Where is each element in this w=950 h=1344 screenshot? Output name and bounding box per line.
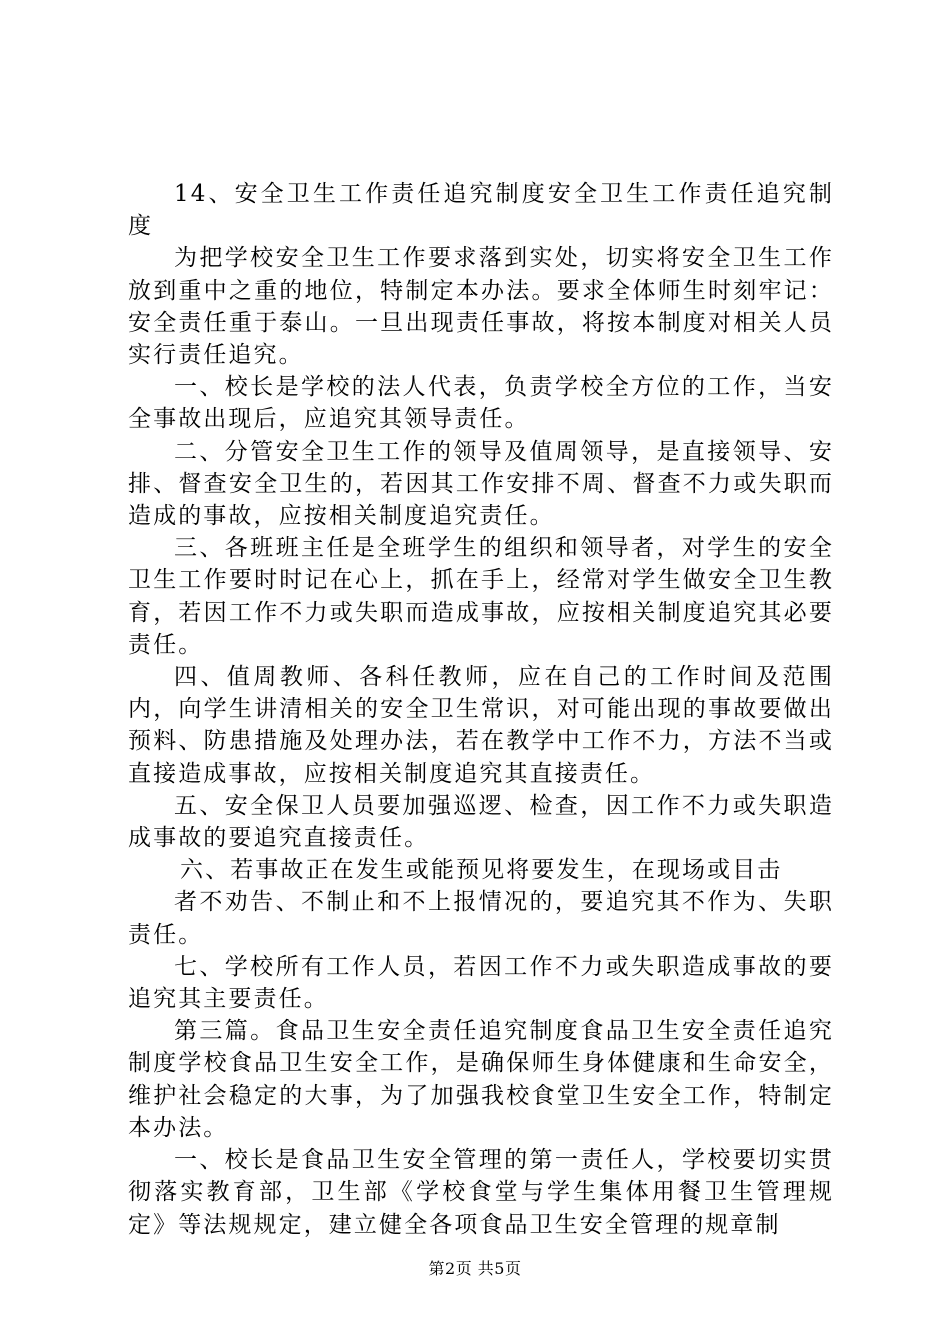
- paragraph-part-3: 第三篇。食品卫生安全责任追究制度食品卫生安全责任追究制度学校食品卫生安全工作，是确保师生身体健康和生命安全，维护社会稳定的大事，为了加强我校食堂卫生安全工作，特制定本办法。: [128, 1018, 834, 1141]
- paragraph-part-3-item-1: 一、校长是食品卫生安全管理的第一责任人，学校要切实贯彻落实教育部，卫生部《学校食堂与学生集体用餐卫生管理规定》等法规规定，建立健全各项食品卫生安全管理的规章制: [128, 1147, 834, 1238]
- paragraph-item-1: 一、校长是学校的法人代表，负责学校全方位的工作，当安全事故出现后，应追究其领导责任。: [128, 374, 834, 433]
- document-body: [128, 178, 834, 1241]
- paragraph-item-4: 四、值周教师、各科任教师，应在自己的工作时间及范围内，向学生讲清相关的安全卫生常识，对可能出现的事故要做出预料、防患措施及处理办法，若在教学中工作不力，方法不当或直接造成事故，应按相关制度追究其直接责任。: [128, 664, 834, 787]
- paragraph-intro: 为把学校安全卫生工作要求落到实处，切实将安全卫生工作放到重中之重的地位，特制定本办法。要求全体师生时刻牢记：安全责任重于泰山。一旦出现责任事故，将按本制度对相关人员实行责任追究。: [128, 245, 834, 369]
- paragraph-item-3: 三、各班班主任是全班学生的组织和领导者，对学生的安全卫生工作要时时记在心上，抓在手上，经常对学生做安全卫生教育，若因工作不力或失职而造成事故，应按相关制度追究其必要责任。: [128, 535, 834, 658]
- paragraph-item-6: 六、若事故正在发生或能预见将要发生，在现场或目击: [180, 857, 783, 884]
- paragraph-item-2: 二、分管安全卫生工作的领导及值周领导，是直接领导、安排、督查安全卫生的，若因其工作安排不周、督查不力或失职而造成的事故，应按相关制度追究责任。: [128, 438, 834, 530]
- paragraph-item-7: 七、学校所有工作人员，若因工作不力或失职造成事故的要追究其主要责任。: [128, 953, 834, 1013]
- paragraph-item-6-cont: 者不劝告、不制止和不上报情况的，要追究其不作为、失职责任。: [128, 889, 834, 948]
- page-footer: 第2页 共5页: [428, 1259, 522, 1278]
- paragraph-item-5: 五、安全保卫人员要加强巡逻、检查，因工作不力或失职造成事故的要追究直接责任。: [128, 792, 834, 852]
- paragraph-title: 14、安全卫生工作责任追究制度安全卫生工作责任追究制度: [128, 181, 834, 240]
